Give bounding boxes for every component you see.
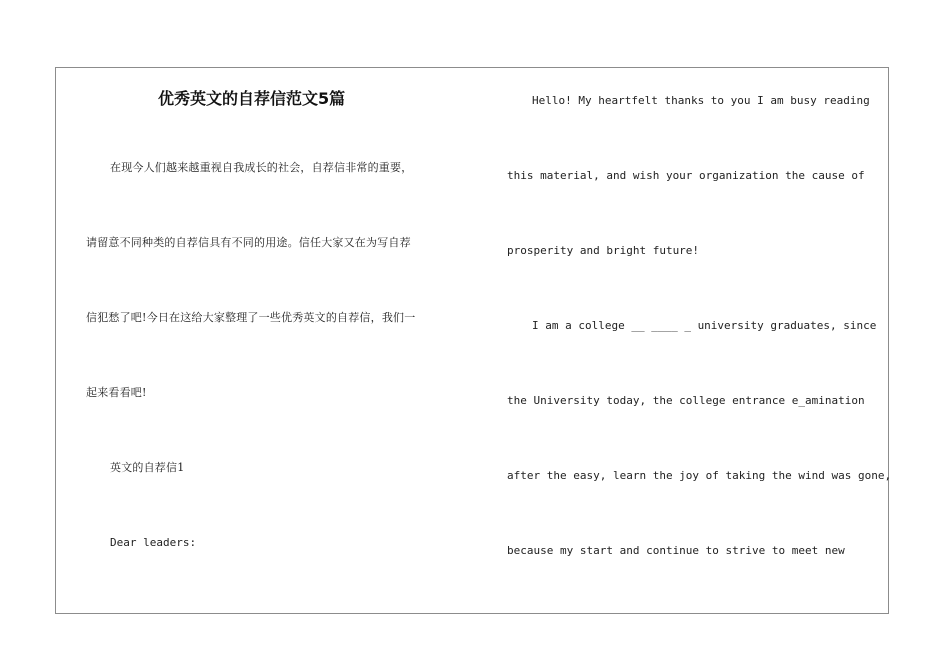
- right-paragraph-line-6: after the easy, learn the joy of taking the wind was gone,: [507, 469, 892, 482]
- right-paragraph-line-2: this material, and wish your organization the cause of: [507, 169, 865, 182]
- section-heading-letter-1: 英文的自荐信1: [110, 461, 185, 474]
- right-paragraph-line-5: the University today, the college entrance e_amination: [507, 394, 865, 407]
- right-paragraph-line-1: Hello! My heartfelt thanks to you I am busy reading: [532, 94, 870, 107]
- document-title: 优秀英文的自荐信范文5篇: [158, 89, 346, 108]
- left-paragraph-line-3: 信犯愁了吧!今日在这给大家整理了一些优秀英文的自荐信，我们一: [86, 311, 416, 324]
- left-paragraph-line-4: 起来看看吧!: [86, 386, 147, 399]
- right-paragraph-line-3: prosperity and bright future!: [507, 244, 700, 257]
- right-paragraph-line-7: because my start and continue to strive to meet new: [507, 544, 845, 557]
- left-paragraph-line-2: 请留意不同种类的自荐信具有不同的用途。信任大家又在为写自荐: [86, 236, 411, 249]
- right-paragraph-line-4: I am a college __ ____ _ university graduates, since: [532, 319, 877, 332]
- page-frame: [55, 67, 892, 614]
- left-paragraph-line-1: 在现今人们越来越重视自我成长的社会，自荐信非常的重要，: [110, 161, 413, 174]
- salutation: Dear leaders:: [110, 536, 197, 549]
